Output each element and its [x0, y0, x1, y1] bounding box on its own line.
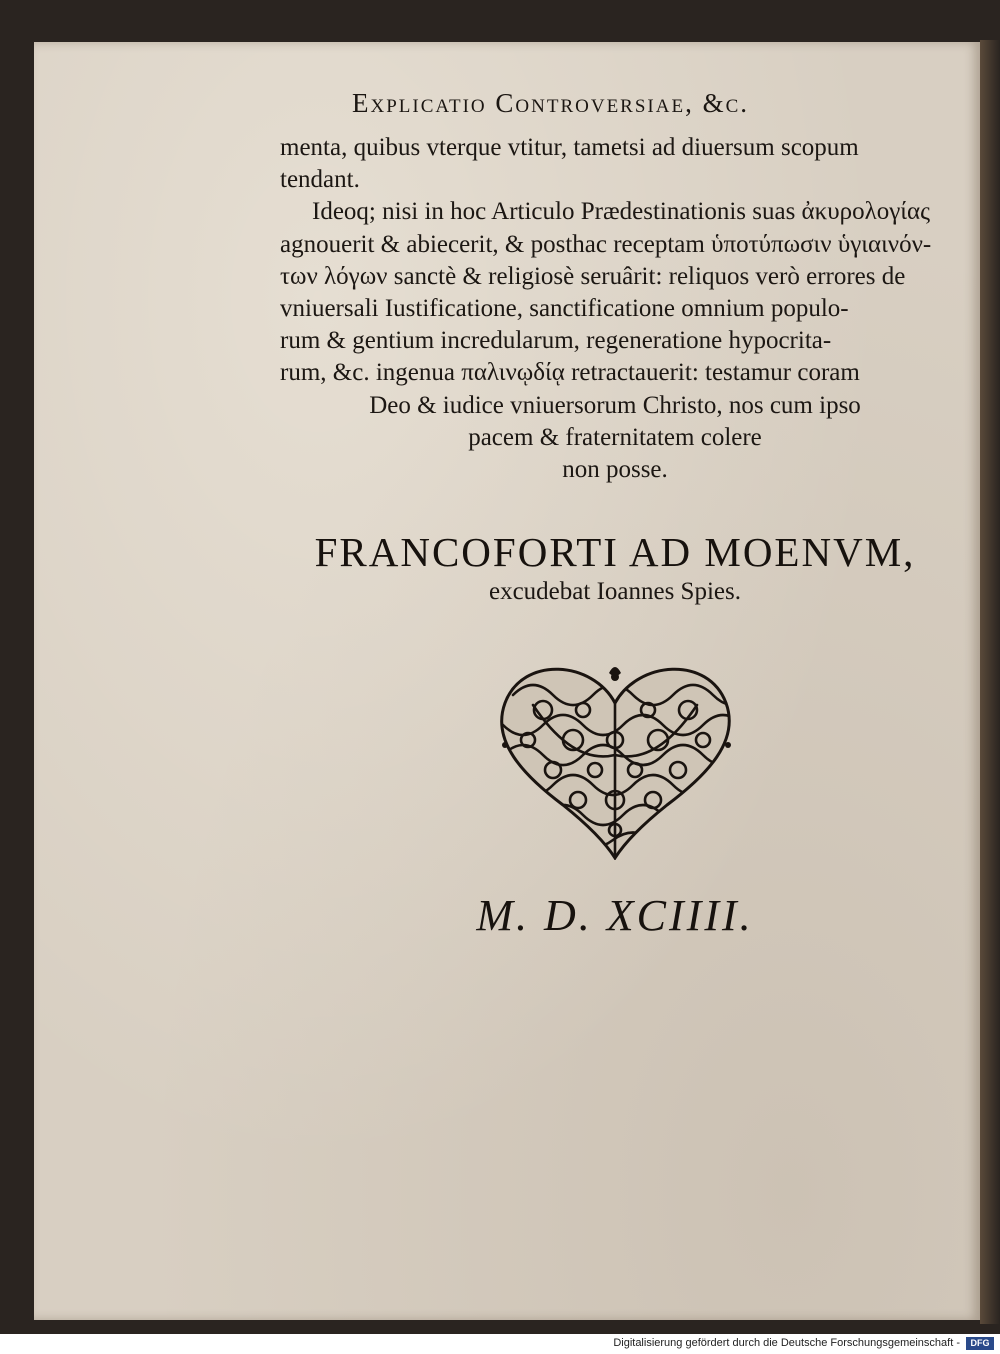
- centered-line: pacem & fraternitatem colere: [468, 423, 762, 451]
- text-line: rum, &c. ingenua παλινῳδίᾳ retractauerit: testamur coram: [280, 359, 860, 387]
- centered-line: Deo & iudice vniuersorum Christo, nos cum ipso: [369, 391, 861, 419]
- text-line: των λόγων sanctè & religiosè seruârit: reliquos verò errores de: [280, 262, 906, 290]
- text-line: menta, quibus vterque vtitur, tametsi ad diuersum scopum: [280, 134, 859, 161]
- text-line: rum & gentium incredularum, regeneratione hypocrita-: [280, 327, 832, 355]
- footer-bar: [0, 1334, 1000, 1354]
- body-text: [280, 132, 950, 486]
- publication-date: M. D. XCIIII.: [476, 891, 754, 940]
- text-line: tendant.: [280, 166, 360, 194]
- book-edge: [980, 40, 1000, 1324]
- text-line: agnouerit & abiecerit, & posthac receptam ὑποτύπωσιν ὑγιαινόν-: [280, 230, 932, 258]
- centered-line: non posse.: [562, 456, 668, 484]
- text-line: Ideoq; nisi in hoc Articulo Prædestinationis suas ἀκυρολογίας: [312, 198, 930, 226]
- imprint-printer: excudebat Ioannes Spies.: [488, 578, 741, 605]
- imprint-city: FRANCOFORTI AD MOENVM,: [314, 529, 916, 575]
- text-line: vniuersali Iustificatione, sanctificatione omnium populo-: [280, 295, 849, 323]
- footer-credit: Digitalisierung gefördert durch die Deutsche Forschungsgemeinschaft -: [613, 1337, 960, 1349]
- heart-ornament-icon: [483, 655, 748, 860]
- running-head: Explicatio Controversiae, &c.: [352, 88, 750, 118]
- dfg-logo: DFG: [966, 1337, 994, 1350]
